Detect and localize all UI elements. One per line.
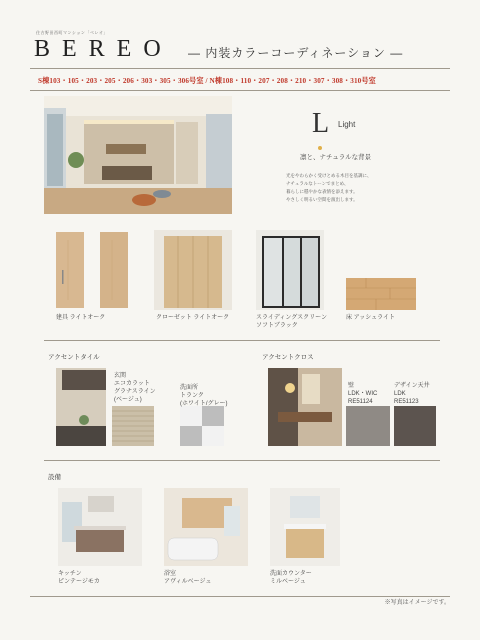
kitchen-label-line: キッチン: [58, 571, 82, 577]
theme-description-line: ナチュラルなトーンでまとめ、: [286, 181, 349, 186]
ceiling-cloth-label: [394, 382, 430, 406]
wall-cloth-label-line: 壁: [348, 383, 355, 389]
washroom-tile-label-line: 洗面所: [180, 385, 199, 391]
sliding-screen-label-line: ソフトブラック: [256, 323, 298, 329]
kitchen-label-line: ピンテージモカ: [58, 579, 100, 585]
vanity-label-line: ミルベージュ: [270, 579, 306, 585]
floor-label: 床 アッシュライト: [346, 315, 395, 321]
kitchen-label: [58, 570, 100, 586]
door-swatch: [54, 230, 130, 310]
washroom-tile-label: [180, 384, 227, 408]
sliding-screen-swatch: [256, 230, 324, 310]
wall-cloth-label-line: RE51124: [348, 399, 373, 405]
kitchen-photo: [58, 488, 142, 566]
accent-cloth-heading: アクセントクロス: [262, 354, 314, 361]
ceiling-cloth-label-line: デザイン天井: [394, 383, 430, 389]
sliding-screen-label-line: スライディングスクリーン: [256, 315, 328, 321]
theme-color-dot: [318, 146, 322, 150]
wall-cloth-label: [348, 382, 377, 406]
washroom-tile-swatch: [180, 406, 224, 446]
washroom-tile-label-line: (ホワイト/グレー): [180, 401, 228, 407]
theme-description-line: 暮らしに穏やかな表情を添えます。: [286, 189, 358, 194]
ceiling-cloth-label-line: LDK: [394, 391, 406, 397]
vanity-label: [270, 570, 312, 586]
units-divider: [30, 90, 450, 91]
section-divider-accent: [44, 340, 440, 341]
vanity-label-line: 洗面カウンター: [270, 571, 312, 577]
image-disclaimer: ※写真はイメージです。: [384, 600, 450, 606]
brand-subtitle: 住吉野田西町マンション「ベレオ」: [36, 30, 108, 35]
bathroom-photo: [164, 488, 248, 566]
bathroom-label-line: アヴィルベージュ: [164, 579, 212, 585]
entrance-tile-label-line: (ベージュ): [114, 397, 142, 403]
header-divider: [30, 68, 450, 69]
section-divider-equipment: [44, 460, 440, 461]
ceiling-cloth-swatch: [394, 406, 436, 446]
theme-name: Light: [338, 120, 356, 129]
ceiling-cloth-label-line: RE51123: [394, 399, 419, 405]
closet-swatch: [154, 230, 232, 310]
theme-tagline: 凛と、ナチュラルな背景: [300, 154, 372, 161]
sliding-screen-label: [256, 314, 327, 330]
bathroom-label-line: 浴室: [164, 571, 177, 577]
floor-swatch: [346, 278, 416, 310]
wall-cloth-label-line: LDK・WIC: [348, 391, 378, 397]
entrance-tile-label-line: グラナスライン: [114, 389, 156, 395]
theme-description-line: やさしく明るい空間を演出します。: [286, 197, 358, 202]
door-label: 建具 ライトオーク: [56, 315, 106, 321]
closet-label: クローゼット ライトオーク: [156, 315, 230, 321]
entrance-tile-label-line: 玄関: [114, 373, 127, 379]
entrance-tile-swatch: [112, 406, 154, 446]
accent-tile-heading: アクセントタイル: [48, 354, 100, 361]
brand-logo: BEREO: [34, 36, 173, 62]
unit-list: S棟103・105・203・205・206・303・305・306号室 / N棟108・110・207・208・210・307・308・310号室: [38, 77, 376, 85]
wall-cloth-swatch: [346, 406, 390, 446]
bathroom-label: [164, 570, 211, 586]
entrance-tile-label: [114, 372, 156, 404]
theme-description: [286, 172, 446, 204]
living-room-photo: [44, 96, 232, 214]
cloth-room-photo: [268, 368, 342, 446]
theme-letter: L: [312, 108, 330, 139]
washroom-tile-label-line: トランク: [180, 393, 204, 399]
equipment-heading: 設備: [48, 474, 61, 481]
theme-description-line: 光をやわらかく受けとめる木目を基調に、: [286, 173, 372, 178]
vanity-photo: [270, 488, 340, 566]
entrance-tile-label-line: エコカラット: [114, 381, 150, 387]
page-title: — 内装カラーコーディネーション —: [188, 46, 404, 60]
entrance-photo: [56, 368, 106, 446]
